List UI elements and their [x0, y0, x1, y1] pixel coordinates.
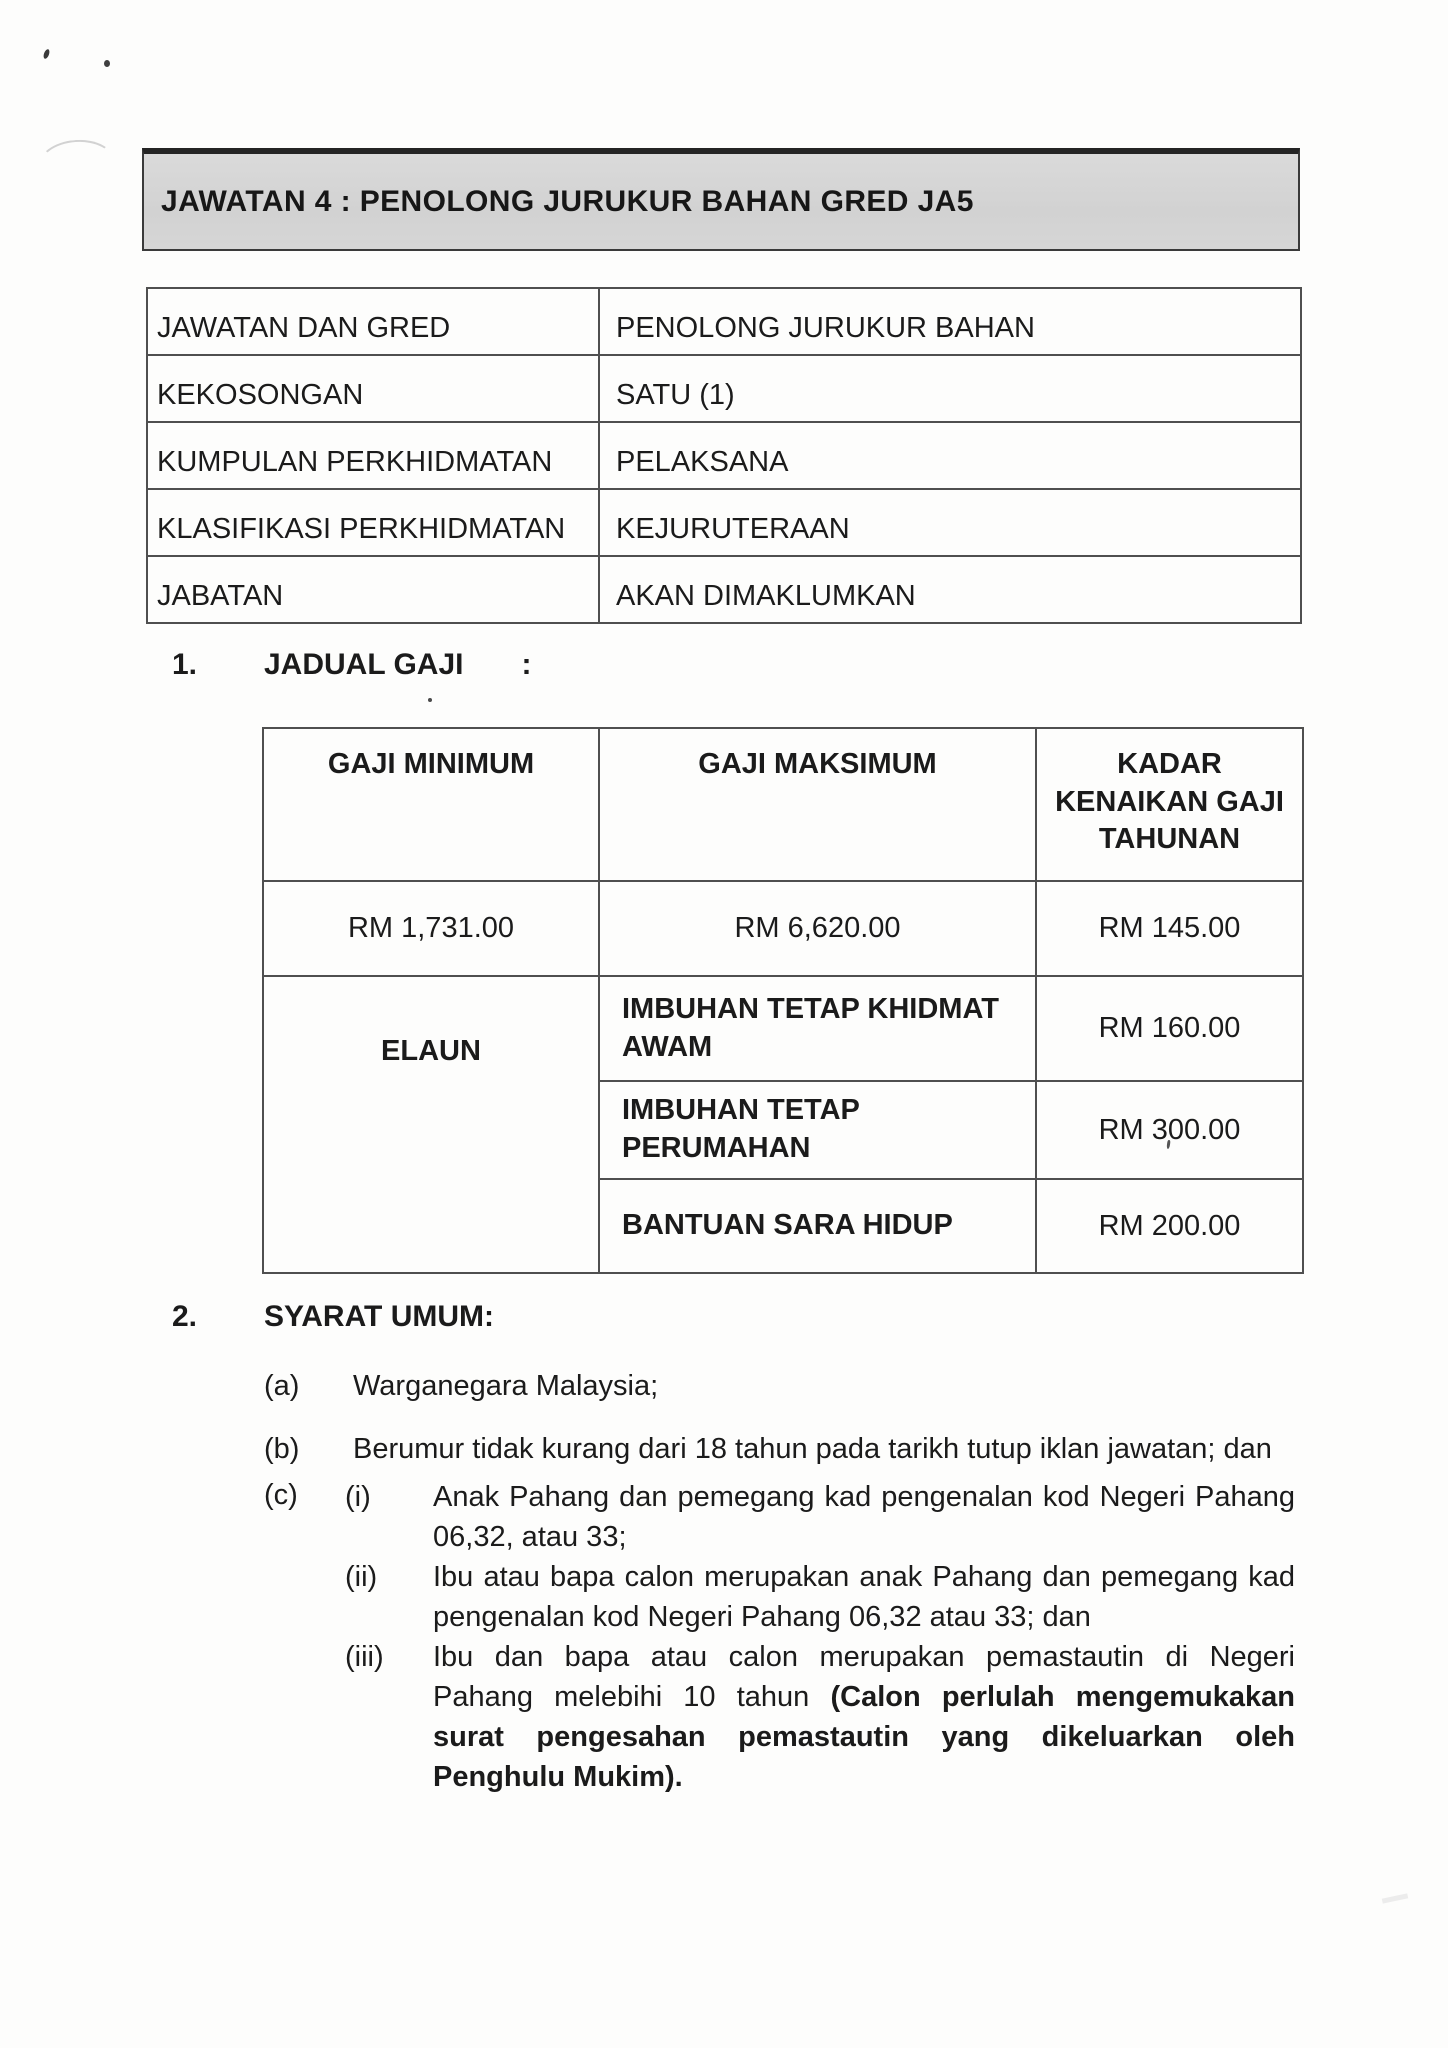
- info-value: PENOLONG JURUKUR BAHAN: [599, 288, 1301, 355]
- list-marker: (i): [345, 1481, 371, 1513]
- info-value: AKAN DIMAKLUMKAN: [599, 556, 1301, 623]
- list-marker: (b): [264, 1433, 300, 1465]
- scan-artifact: [104, 60, 110, 67]
- info-label: KEKOSONGAN: [147, 355, 599, 422]
- col-header-gaji-minimum: GAJI MINIMUM: [263, 728, 599, 881]
- table-row: [147, 422, 1301, 489]
- syarat-umum-heading: [172, 1300, 494, 1334]
- list-item-b: [264, 1431, 1309, 1468]
- col-header-kadar-kenaikan: KADAR KENAIKAN GAJI TAHUNAN: [1036, 728, 1303, 881]
- list-marker: (iii): [345, 1641, 384, 1673]
- allowance-amount: RM 300.00: [1036, 1081, 1303, 1179]
- job-title-banner: [142, 148, 1300, 251]
- kadar-kenaikan-value: RM 145.00: [1036, 881, 1303, 976]
- list-item-text: Berumur tidak kurang dari 18 tahun pada tarikh tutup iklan jawatan; dan: [353, 1433, 1272, 1465]
- col-header-gaji-maksimum: GAJI MAKSIMUM: [599, 728, 1036, 881]
- list-subitem-iii: [345, 1637, 1295, 1797]
- table-row: [263, 881, 1303, 976]
- allowance-name: IMBUHAN TETAP PERUMAHAN: [599, 1081, 1036, 1179]
- elaun-label-cell: ELAUN: [263, 976, 599, 1273]
- salary-table: [262, 727, 1304, 1274]
- table-row: [147, 288, 1301, 355]
- list-marker: (c): [264, 1479, 298, 1511]
- jadual-gaji-heading: [172, 648, 531, 682]
- allowance-amount: RM 160.00: [1036, 976, 1303, 1081]
- list-marker: (a): [264, 1370, 300, 1402]
- scan-artifact: [1382, 1893, 1408, 1903]
- heading-colon: :: [521, 648, 532, 681]
- table-row: [147, 489, 1301, 556]
- section-title: JADUAL GAJI: [264, 648, 464, 681]
- allowance-name: BANTUAN SARA HIDUP: [599, 1179, 1036, 1273]
- gaji-minimum-value: RM 1,731.00: [263, 881, 599, 976]
- allowance-name: IMBUHAN TETAP KHIDMAT AWAM: [599, 976, 1036, 1081]
- syarat-umum-list: [264, 1368, 1309, 1797]
- info-label: JAWATAN DAN GRED: [147, 288, 599, 355]
- info-value: KEJURUTERAAN: [599, 489, 1301, 556]
- list-item-c: [264, 1477, 1309, 1797]
- text-normal: Ibu dan bapa atau calon merupakan pemastautin di Negeri Pahang melebihi 10 tahun: [433, 1641, 1295, 1713]
- text-bold: (Calon perlulah mengemukakan surat pengesahan pemastautin yang dikeluarkan oleh Penghulu Mukim).: [433, 1681, 1296, 1793]
- section-number: 2.: [172, 1300, 198, 1333]
- sublist: [345, 1477, 1295, 1797]
- scan-artifact: [36, 137, 117, 192]
- gaji-maksimum-value: RM 6,620.00: [599, 881, 1036, 976]
- job-info-table: [146, 287, 1302, 624]
- scan-artifact: [428, 698, 432, 702]
- info-label: KUMPULAN PERKHIDMATAN: [147, 422, 599, 489]
- list-marker: (ii): [345, 1561, 378, 1593]
- list-item-a: [264, 1368, 1309, 1405]
- scan-artifact: [42, 48, 50, 59]
- info-label: KLASIFIKASI PERKHIDMATAN: [147, 489, 599, 556]
- list-item-text: Anak Pahang dan pemegang kad pengenalan kod Negeri Pahang 06,32, atau 33;: [433, 1481, 1295, 1553]
- list-subitem-ii: [345, 1557, 1295, 1637]
- table-row: [147, 556, 1301, 623]
- job-title-text: JAWATAN 4 : PENOLONG JURUKUR BAHAN GRED JA5: [161, 184, 974, 218]
- info-value: SATU (1): [599, 355, 1301, 422]
- list-item-text: Warganegara Malaysia;: [353, 1370, 659, 1402]
- info-label: JABATAN: [147, 556, 599, 623]
- section-title: SYARAT UMUM:: [264, 1300, 494, 1333]
- table-row: [263, 976, 1303, 1081]
- info-value: PELAKSANA: [599, 422, 1301, 489]
- list-item-text: Ibu atau bapa calon merupakan anak Pahang dan pemegang kad pengenalan kod Negeri Pahang 06,32 atau 33; dan: [433, 1561, 1295, 1633]
- table-header-row: [263, 728, 1303, 881]
- section-number: 1.: [172, 648, 198, 681]
- list-subitem-i: [345, 1477, 1295, 1557]
- allowance-amount: RM 200.00: [1036, 1179, 1303, 1273]
- table-row: [147, 355, 1301, 422]
- list-item-text: [433, 1637, 1295, 1797]
